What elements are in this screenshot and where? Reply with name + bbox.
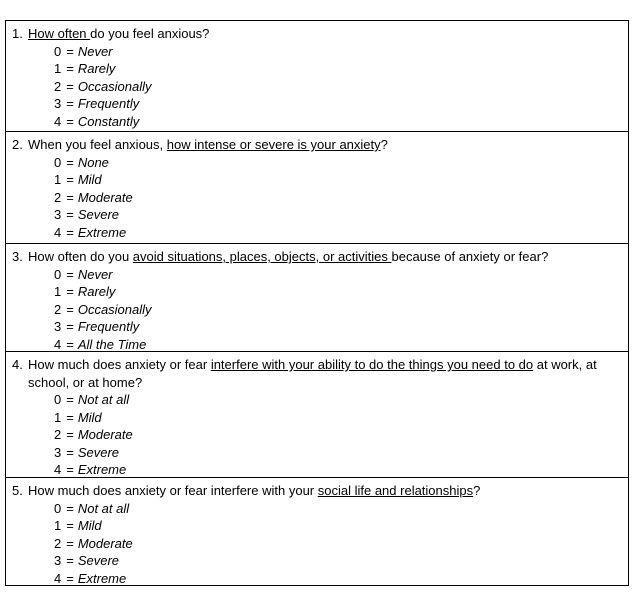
question-3-text-after: because of anxiety or fear? — [391, 249, 549, 264]
option-value: 0 — [54, 266, 62, 282]
question-block-1 — [6, 21, 628, 132]
question-3-body — [28, 248, 620, 266]
equals-sign: = — [66, 444, 74, 460]
equals-sign: = — [66, 500, 74, 516]
question-4-text-underlined: interfere with your ability to do the things you need to do — [210, 357, 534, 372]
equals-sign: = — [66, 553, 74, 568]
equals-sign: = — [66, 113, 74, 129]
option-label: Extreme — [77, 570, 127, 585]
option-row — [54, 409, 620, 427]
question-block-3 — [6, 244, 628, 352]
question-3-options — [12, 266, 620, 353]
question-2-text-underlined: how intense or severe is your anxiety — [166, 137, 381, 152]
option-row — [54, 318, 620, 336]
question-5-text — [12, 482, 620, 500]
question-4-text — [12, 356, 620, 391]
option-value: 0 — [54, 392, 62, 407]
option-value: 4 — [54, 336, 62, 352]
option-value: 0 — [54, 43, 62, 59]
equals-sign: = — [66, 266, 74, 282]
equals-sign: = — [66, 78, 74, 94]
equals-sign: = — [66, 172, 74, 187]
option-label: Constantly — [77, 113, 140, 129]
option-row — [54, 517, 620, 535]
equals-sign: = — [66, 409, 74, 425]
option-label: Not at all — [77, 500, 130, 516]
option-label: Never — [77, 266, 113, 282]
option-label: Moderate — [77, 189, 133, 205]
question-2-text-after: ? — [380, 137, 388, 152]
question-4-number: 4. — [12, 357, 23, 372]
equals-sign: = — [66, 336, 74, 352]
question-5-body — [28, 482, 620, 500]
option-row — [54, 78, 620, 96]
option-value: 1 — [54, 284, 62, 299]
option-row — [54, 535, 620, 553]
option-label: Not at all — [77, 392, 130, 407]
option-label: Extreme — [77, 224, 127, 240]
option-value: 4 — [54, 462, 62, 477]
option-label: Mild — [77, 518, 102, 533]
question-2-text — [12, 136, 620, 154]
option-label: Rarely — [77, 284, 116, 299]
question-4-body — [28, 356, 620, 391]
option-value: 2 — [54, 301, 62, 317]
option-value: 1 — [54, 172, 62, 187]
option-value: 3 — [54, 553, 62, 568]
question-1-text — [12, 25, 620, 43]
option-label: Severe — [77, 553, 120, 568]
option-value: 0 — [54, 154, 62, 170]
option-row — [54, 95, 620, 113]
option-label: Frequently — [77, 96, 140, 111]
option-label: Moderate — [77, 535, 133, 551]
question-block-4 — [6, 352, 628, 478]
option-label: All the Time — [77, 336, 147, 352]
option-row — [54, 171, 620, 189]
option-value: 2 — [54, 189, 62, 205]
option-value: 0 — [54, 500, 62, 516]
option-row — [54, 500, 620, 518]
option-row — [54, 189, 620, 207]
option-row — [54, 283, 620, 301]
option-row — [54, 426, 620, 444]
equals-sign: = — [66, 96, 74, 111]
option-row — [54, 461, 620, 478]
option-row — [54, 336, 620, 353]
option-value: 3 — [54, 319, 62, 334]
option-value: 1 — [54, 518, 62, 533]
option-label: Never — [77, 43, 113, 59]
option-value: 4 — [54, 224, 62, 240]
question-1-number: 1. — [12, 26, 23, 41]
question-4-text-before: How much does anxiety or fear — [28, 357, 211, 372]
equals-sign: = — [66, 189, 74, 205]
question-5-text-after: ? — [473, 483, 481, 498]
option-row — [54, 154, 620, 172]
option-label: Mild — [77, 172, 102, 187]
question-2-options — [12, 154, 620, 242]
option-label: Moderate — [77, 427, 133, 442]
equals-sign: = — [66, 43, 74, 59]
option-label: Rarely — [77, 61, 116, 76]
question-1-body — [28, 25, 620, 43]
option-row — [54, 43, 620, 61]
option-label: Occasionally — [77, 78, 152, 94]
option-label: Severe — [77, 444, 120, 460]
question-block-5 — [6, 478, 628, 585]
option-label: Extreme — [77, 462, 127, 477]
question-5-options — [12, 500, 620, 586]
question-block-2 — [6, 132, 628, 244]
equals-sign: = — [66, 462, 74, 477]
equals-sign: = — [66, 518, 74, 533]
equals-sign: = — [66, 284, 74, 299]
option-label: Severe — [77, 207, 120, 222]
question-1-text-after: do you feel anxious? — [90, 26, 210, 41]
option-row — [54, 391, 620, 409]
question-5-number: 5. — [12, 483, 23, 498]
equals-sign: = — [66, 319, 74, 334]
option-value: 3 — [54, 444, 62, 460]
question-3-text-underlined: avoid situations, places, objects, or activities — [132, 249, 392, 264]
option-label: None — [77, 154, 109, 170]
question-2-body — [28, 136, 620, 154]
question-1-options — [12, 43, 620, 131]
option-row — [54, 570, 620, 586]
option-value: 2 — [54, 427, 62, 442]
equals-sign: = — [66, 535, 74, 551]
question-1-text-underlined: How often — [28, 26, 91, 41]
questionnaire-table — [5, 20, 629, 586]
option-label: Mild — [77, 409, 102, 425]
option-value: 4 — [54, 113, 62, 129]
option-value: 4 — [54, 570, 62, 585]
option-row — [54, 113, 620, 131]
option-label: Frequently — [77, 319, 140, 334]
equals-sign: = — [66, 301, 74, 317]
equals-sign: = — [66, 207, 74, 222]
equals-sign: = — [66, 224, 74, 240]
equals-sign: = — [66, 61, 74, 76]
question-4-options — [12, 391, 620, 478]
question-5-text-underlined: social life and relationships — [317, 483, 474, 498]
option-row — [54, 301, 620, 319]
question-4-text-after: at work, at school, or at home? — [28, 357, 597, 390]
question-2-text-before: When you feel anxious, — [28, 137, 167, 152]
option-row — [54, 224, 620, 242]
option-row — [54, 552, 620, 570]
option-value: 1 — [54, 409, 62, 425]
question-5-text-before: How much does anxiety or fear interfere with your — [28, 483, 318, 498]
option-value: 2 — [54, 78, 62, 94]
option-row — [54, 444, 620, 462]
option-row — [54, 60, 620, 78]
equals-sign: = — [66, 392, 74, 407]
option-row — [54, 266, 620, 284]
question-3-text — [12, 248, 620, 266]
option-value: 1 — [54, 61, 62, 76]
question-3-number: 3. — [12, 249, 23, 264]
option-label: Occasionally — [77, 301, 152, 317]
equals-sign: = — [66, 570, 74, 585]
option-value: 3 — [54, 207, 62, 222]
option-value: 3 — [54, 96, 62, 111]
question-2-number: 2. — [12, 137, 23, 152]
option-value: 2 — [54, 535, 62, 551]
equals-sign: = — [66, 427, 74, 442]
question-3-text-before: How often do you — [28, 249, 133, 264]
equals-sign: = — [66, 154, 74, 170]
option-row — [54, 206, 620, 224]
